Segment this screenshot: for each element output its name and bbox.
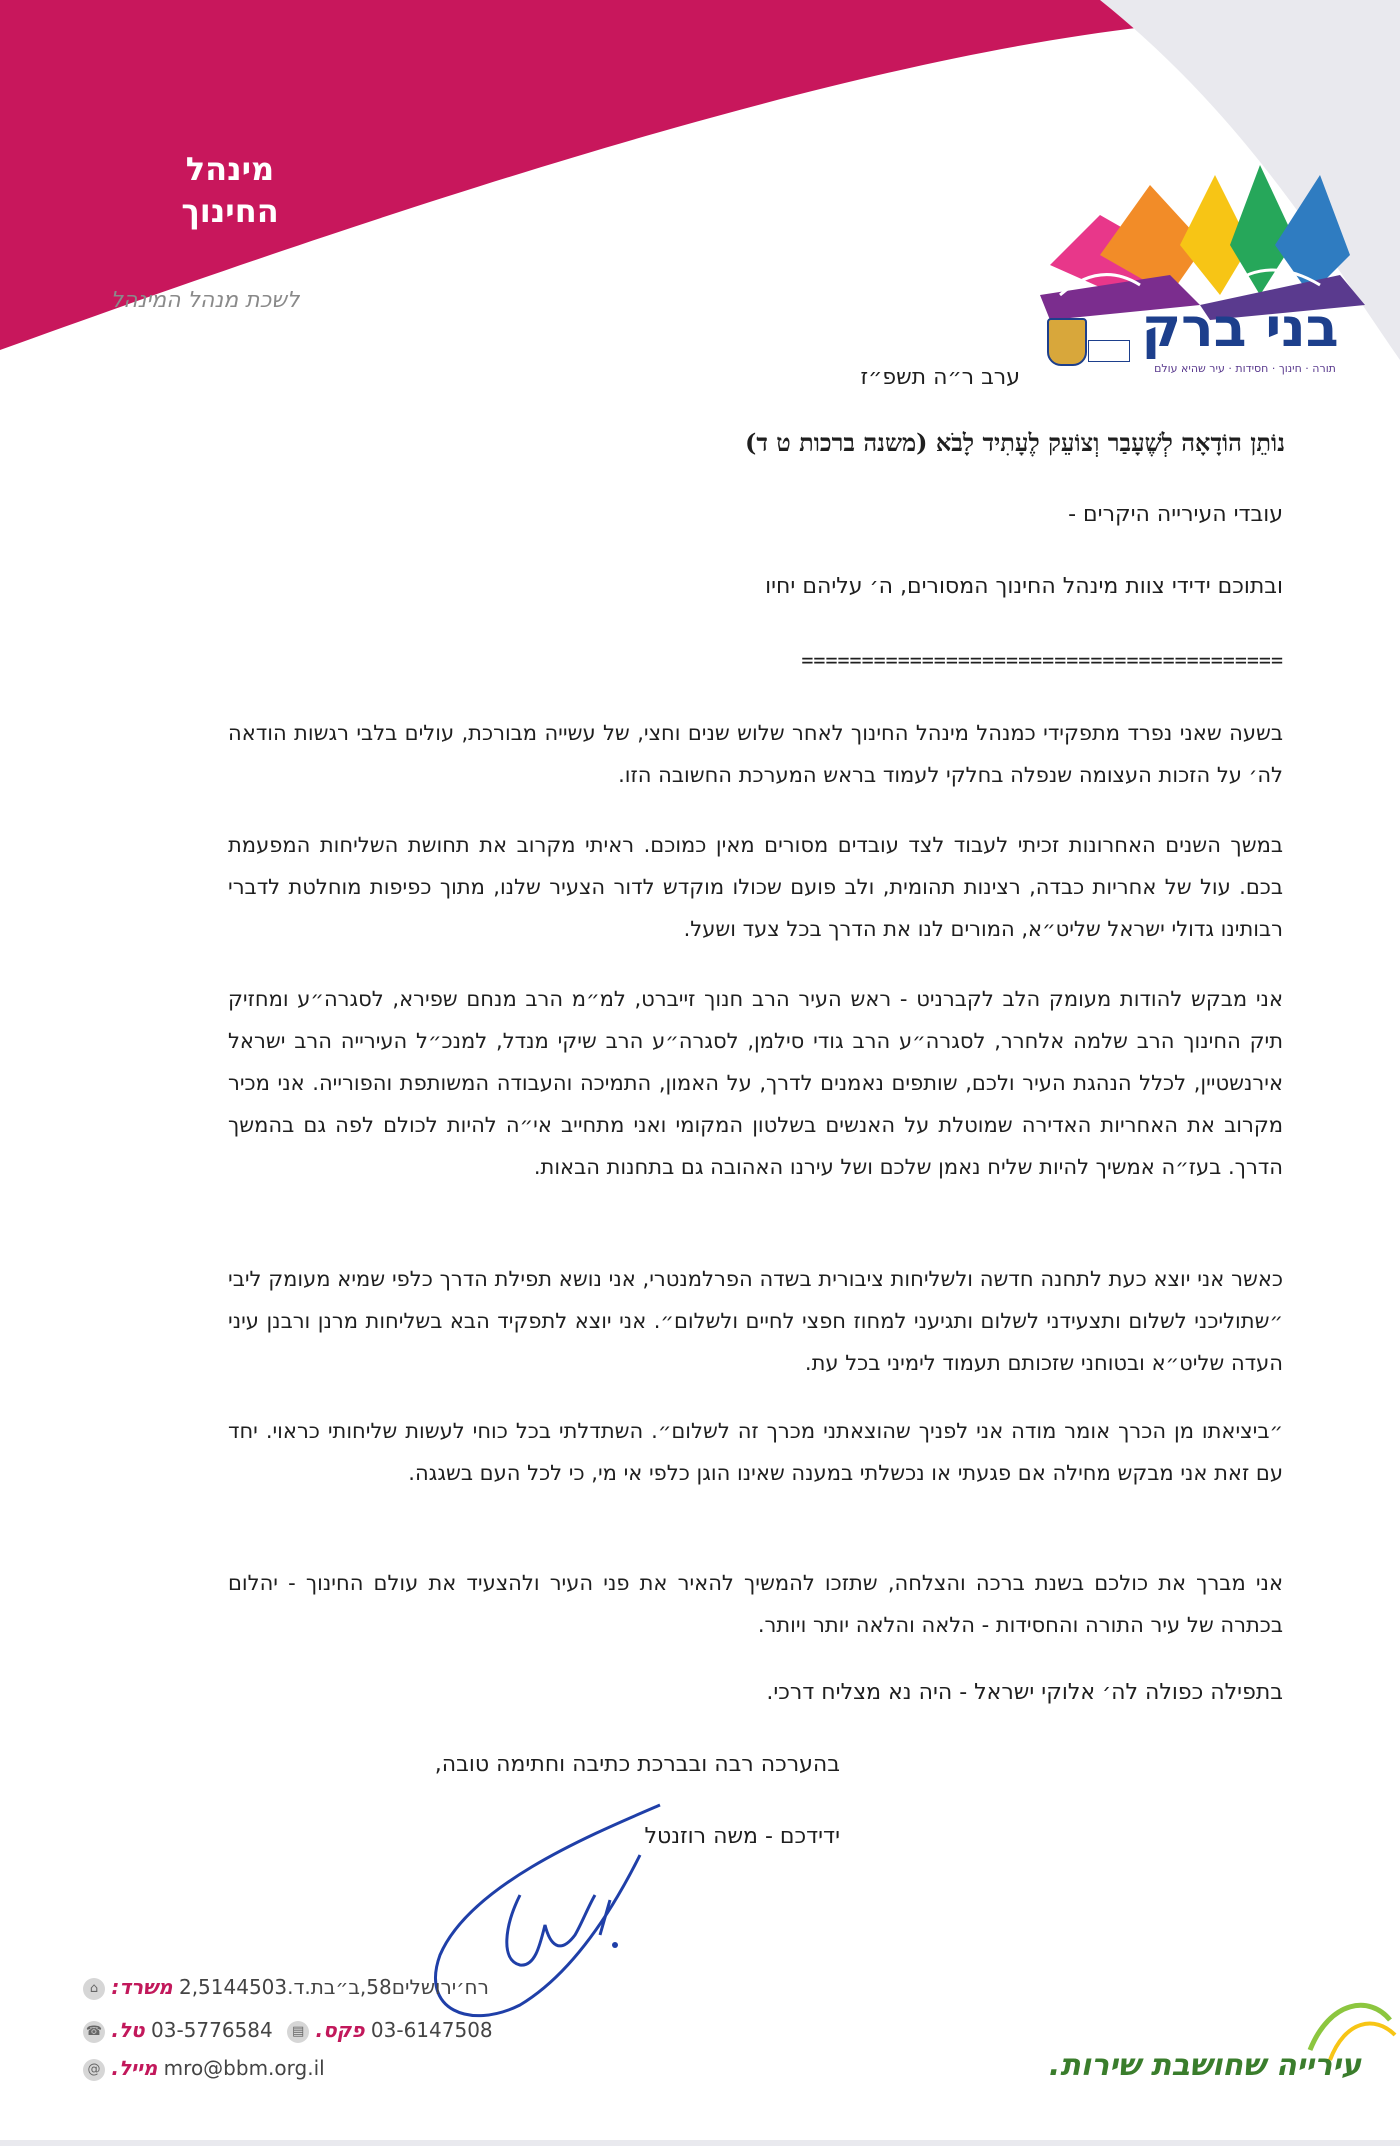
footer-phones: 03-6147508 פקס. ▤ 03-5776584 טל. ☎: [75, 2018, 515, 2043]
paragraph-6: אני מברך את כולכם בשנת ברכה והצלחה, שתזכו להמשיך להאיר את פני העיר ולהצעיד את עולם החינוך - יהלום בכתרה של עיר התורה והחסידות - הלאה והלאה יותר ויותר.: [228, 1571, 1283, 1637]
paragraph-4: כאשר אני יוצא כעת לתחנה חדשה ולשליחות ציבורית בשדה הפרלמנטרי, אני נושא תפילת הדרך כלפי שמיא מעומק ליבי ״שתוליכני לשלום ותצעידני לשלום ותגיעני למחוז חפצי לחיים ולשלום״. אני יוצא לתפקיד הבא בשליחות מרנן ורבנן עיני העדה שליט״א ובטוחני שזכותם תעמוד לימיני בכל עת.: [228, 1267, 1283, 1375]
city-emblem-icon: [1047, 318, 1087, 366]
greeting-line-team: ובתוכם ידידי צוות מינהל החינוך המסורים, ה׳ עליהם יחיו: [765, 574, 1283, 599]
department-office: לשכת מנהל המינהל: [110, 288, 300, 313]
home-icon: ⌂: [83, 1978, 105, 2000]
fax-icon: ▤: [287, 2021, 309, 2043]
letter-heading: נוֹתֵן הוֹדָאָה לְשֶׁעָבַר וְצוֹעֵק לֶעָתִיד לָבֹא (משנה ברכות ט ד): [745, 428, 1285, 457]
closing-line: בהערכה רבה ובברכת כתיבה וחתימה טובה,: [434, 1752, 840, 1777]
paragraph-3: אני מבקש להודות מעומק הלב לקברניט - ראש העיר הרב חנוך זייברט, למ״מ הרב מנחם שפירא, לסגרה״ע ומחזיק תיק החינוך הרב שלמה אלחרר, לסגרה״ע הרב גודי סילמן, לסגרה״ע הרב שיקי מנדל, למנכ״ל העירייה הרב ישראל אירנשטיין, לכלל הנהגת העיר ולכם, שותפים נאמנים לדרך, על האמון, התמיכה והעבודה המשותפת והפורייה. אני מכיר מקרוב את האחריות האדירה שמוטלת על האנשים בשלטון המקומי ואני מתחייב אי״ה להיות לכולם לפה גם בהמשך הדרך. בעז״ה אמשיך להיות שליח נאמן שלכם ושל עירנו האהובה גם בתחנות הבאות.: [228, 987, 1283, 1179]
footer-address: רח׳ירושלים58,ב״בת.ד.2,5144503 משרד: ⌂: [75, 1975, 515, 2000]
city-slogan: עירייה שחושבת שירות.: [1048, 2048, 1362, 2083]
city-tagline: תורה · חינוך · חסידות · עיר שהיא עולם: [1154, 362, 1336, 375]
bottom-band: [0, 2140, 1400, 2146]
footer-email: mro@bbm.org.il מייל. @: [75, 2056, 515, 2081]
letter-date: ערב ר״ה תשפ״ז: [860, 365, 1020, 390]
greeting-line: עובדי העירייה היקרים -: [1068, 502, 1283, 527]
divider-line: ========================================: [801, 648, 1283, 672]
phone-icon: ☎: [83, 2021, 105, 2043]
paragraph-1: בשעה שאני נפרד מתפקידי כמנהל מינהל החינוך לאחר שלוש שנים וחצי, של עשייה מבורכת, עולים בלבי רגשות הודאה לה׳ על הזכות העצומה שנפלה בחלקי לעמוד בראש המערכת החשובה הזו.: [228, 721, 1283, 787]
paragraph-2: במשך השנים האחרונות זכיתי לעבוד לצד עובדים מסורים מאין כמוכם. ראיתי מקרוב את תחושת השליחות המפעמת בכם. עול של אחריות כבדה, רצינות תהומית, ולב פועם שכולו מוקדש לדור הצעיר שלנו, מתוך כפיפות מוחלטת לדברי רבותינו גדולי ישראל שליט״א, המורים לנו את הדרך בכל צעד ושעל.: [228, 833, 1283, 941]
prayer-line: בתפילה כפולה לה׳ אלוקי ישראל - היה נא מצליח דרכי.: [766, 1680, 1283, 1705]
at-icon: @: [83, 2059, 105, 2081]
paragraph-5: ״ביציאתו מן הכרך אומר מודה אני לפניך שהוצאתני מכרך זה לשלום״. השתדלתי בכל כוחי לעשות שליחותי כראוי. יחד עם זאת אני מבקש מחילה אם פגעתי או נכשלתי במענה שאינו הוגן כלפי אי מי, כי לכל העם בשגגה.: [228, 1419, 1283, 1485]
signer-name: ידידכם - משה רוזנטל: [644, 1824, 840, 1849]
city-name: בני ברק: [1141, 296, 1339, 359]
department-name: מינהל החינוך: [181, 150, 279, 230]
